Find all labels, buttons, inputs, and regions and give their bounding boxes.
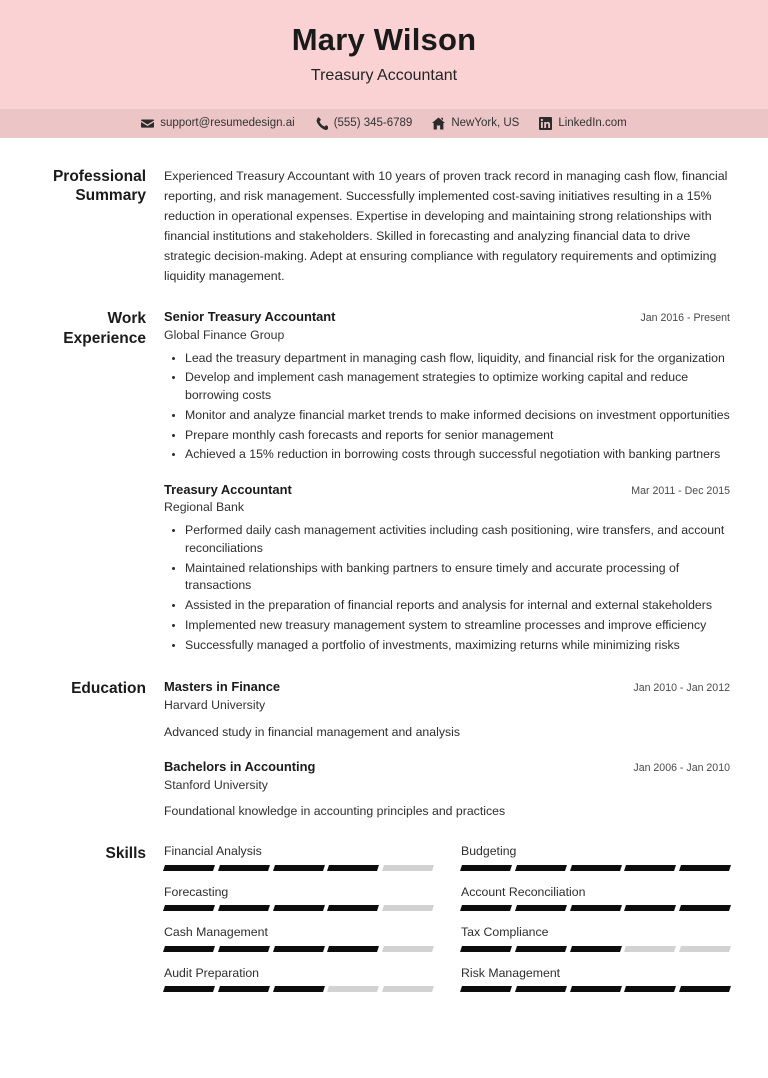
contact-email[interactable] [141,117,294,130]
skill-name: Budgeting [461,843,517,858]
work-bullet: Successfully managed a portfolio of investments, maximizing returns while minimizing risks [164,637,730,655]
skill-segment-filled [570,865,622,871]
skill-segment-filled [327,865,379,871]
education-entry-description: Advanced study in financial management and analysis [164,724,460,739]
section-professional-summary [38,166,730,287]
skill-name: Cash Management [164,925,268,940]
candidate-job-title: Treasury Accountant [310,66,458,84]
skill-segment-filled [218,905,270,911]
work-entry-date: Jan 2016 - Present [640,312,730,325]
skill-name: Forecasting [164,884,229,899]
work-bullet: Achieved a 15% reduction in borrowing costs through successful negotiation with banking partners [164,446,730,464]
skill-segment-filled [570,986,622,992]
skill-item [461,924,730,952]
skill-item [461,965,730,993]
work-entry-title: Senior Treasury Accountant [164,309,336,325]
skill-segment-filled [327,946,379,952]
skill-segment-filled [515,905,567,911]
work-entry-org: Regional Bank [164,500,244,515]
skill-segment-empty [382,986,434,992]
skill-segment-filled [273,986,325,992]
education-entry-head [164,678,730,695]
skill-item [164,924,433,952]
skill-item [164,884,433,912]
skill-name: Account Reconciliation [461,884,586,899]
work-bullet: Maintained relationships with banking partners to ensure timely and accurate processing of transactions [164,560,730,595]
skill-segment-filled [273,905,325,911]
section-work-experience [38,308,730,656]
skill-segment-filled [515,986,567,992]
resume-header [0,0,768,109]
skill-segment-empty [624,946,676,952]
skill-segment-empty [382,905,434,911]
skill-item [461,843,730,871]
work-entry-org: Global Finance Group [164,327,285,342]
work-bullet: Performed daily cash management activities including cash positioning, wire transfers, and account reconciliations [164,522,730,557]
skill-segment-filled [218,986,270,992]
section-label-professional-summary: Professional Summary [52,167,146,205]
skill-level-meter [164,865,433,871]
professional-summary-text: Experienced Treasury Accountant with 10 years of proven track record in managing cash flow, financial reporting, and risk management. Successfully implemented cost-saving initiatives resulting in a 15% reduction in operational expenses. Expertise in developing and maintaining strong relationships with financial institutions and stakeholders. Skilled in forecasting and analyzing financial data to drive strategic decision-making. Adept at ensuring compliance with regulatory requirements and optimizing liquidity management. [164,168,728,284]
skill-level-meter [461,946,730,952]
skill-item [461,884,730,912]
education-entry-head [164,758,730,775]
skill-segment-filled [679,865,731,871]
contact-linkedin-label: LinkedIn.com [558,117,627,130]
skill-segment-empty [679,946,731,952]
candidate-name: Mary Wilson [291,22,477,57]
skill-item [164,843,433,871]
section-label-skills: Skills [105,844,146,862]
skill-segment-filled [460,986,512,992]
skill-segment-filled [624,986,676,992]
education-entry-description: Foundational knowledge in accounting principles and practices [164,804,506,819]
education-entry-school: Harvard University [164,697,266,712]
skill-level-meter [164,905,433,911]
skill-segment-filled [624,865,676,871]
education-entry-date: Jan 2006 - Jan 2010 [633,762,730,775]
work-entry-head [164,481,730,498]
education-entry-degree: Bachelors in Accounting [164,759,316,775]
phone-icon [315,117,328,130]
contact-phone-label: (555) 345-6789 [333,117,413,130]
work-experience-body [164,308,730,656]
contact-phone[interactable] [315,117,413,130]
work-entry [164,481,730,654]
skill-segment-filled [624,905,676,911]
work-bullet: Prepare monthly cash forecasts and reports for senior management [164,427,730,445]
skill-segment-filled [460,905,512,911]
work-bullet: Implemented new treasury management system to streamline processes and improve efficiency [164,617,730,635]
work-entry-bullets [164,350,730,464]
skill-segment-filled [273,865,325,871]
section-education [38,678,730,821]
contact-location[interactable] [432,117,519,130]
contact-email-label: support@resumedesign.ai [160,117,295,130]
skill-level-meter [461,865,730,871]
skill-segment-filled [163,986,215,992]
skills-grid [164,843,730,992]
skill-name: Risk Management [461,965,561,980]
work-entry-date: Mar 2011 - Dec 2015 [631,484,730,497]
skill-segment-filled [163,946,215,952]
skill-name: Financial Analysis [164,843,262,858]
skill-segment-empty [327,986,379,992]
skill-segment-filled [273,946,325,952]
skill-name: Tax Compliance [461,925,549,940]
education-entry-school: Stanford University [164,777,268,792]
skill-segment-filled [515,865,567,871]
skill-level-meter [164,946,433,952]
section-label-education: Education [71,680,146,698]
skill-item [164,965,433,993]
work-bullet: Develop and implement cash management strategies to optimize working capital and reduce borrowing costs [164,369,730,404]
resume-content [0,138,768,1015]
skill-segment-filled [218,946,270,952]
skill-level-meter [461,905,730,911]
home-icon [432,117,445,130]
work-entry-title: Treasury Accountant [164,481,292,497]
skill-name: Audit Preparation [164,965,260,980]
skill-segment-filled [218,865,270,871]
work-bullet: Lead the treasury department in managing cash flow, liquidity, and financial risk for the organization [164,350,730,368]
skill-segment-filled [163,905,215,911]
professional-summary-body [164,166,730,287]
skill-segment-filled [163,865,215,871]
skill-segment-filled [515,946,567,952]
skill-segment-empty [382,946,434,952]
work-bullet: Assisted in the preparation of financial reports and analysis for internal and external stakeholders [164,597,730,615]
section-label-work-experience: Work Experience [63,310,146,347]
section-skills [38,843,730,992]
education-entry [164,758,730,821]
skill-segment-filled [460,946,512,952]
skill-level-meter [461,986,730,992]
contact-bar [0,109,768,138]
work-entry-head [164,308,730,325]
skill-segment-filled [327,905,379,911]
envelope-icon [141,117,154,130]
skill-segment-filled [570,946,622,952]
skill-segment-filled [460,865,512,871]
contact-location-label: NewYork, US [451,117,520,130]
contact-linkedin[interactable] [539,117,626,130]
work-entry [164,308,730,464]
skill-segment-filled [679,986,731,992]
linkedin-icon [539,117,552,130]
work-entry-bullets [164,522,730,654]
education-entry-degree: Masters in Finance [164,679,281,695]
work-bullet: Monitor and analyze financial market trends to make informed decisions on investment opportunities [164,407,730,425]
skill-level-meter [164,986,433,992]
education-body [164,678,730,821]
education-entry [164,678,730,741]
skill-segment-empty [382,865,434,871]
skill-segment-filled [679,905,731,911]
education-entry-date: Jan 2010 - Jan 2012 [633,682,730,695]
skill-segment-filled [570,905,622,911]
skills-body [164,843,730,992]
